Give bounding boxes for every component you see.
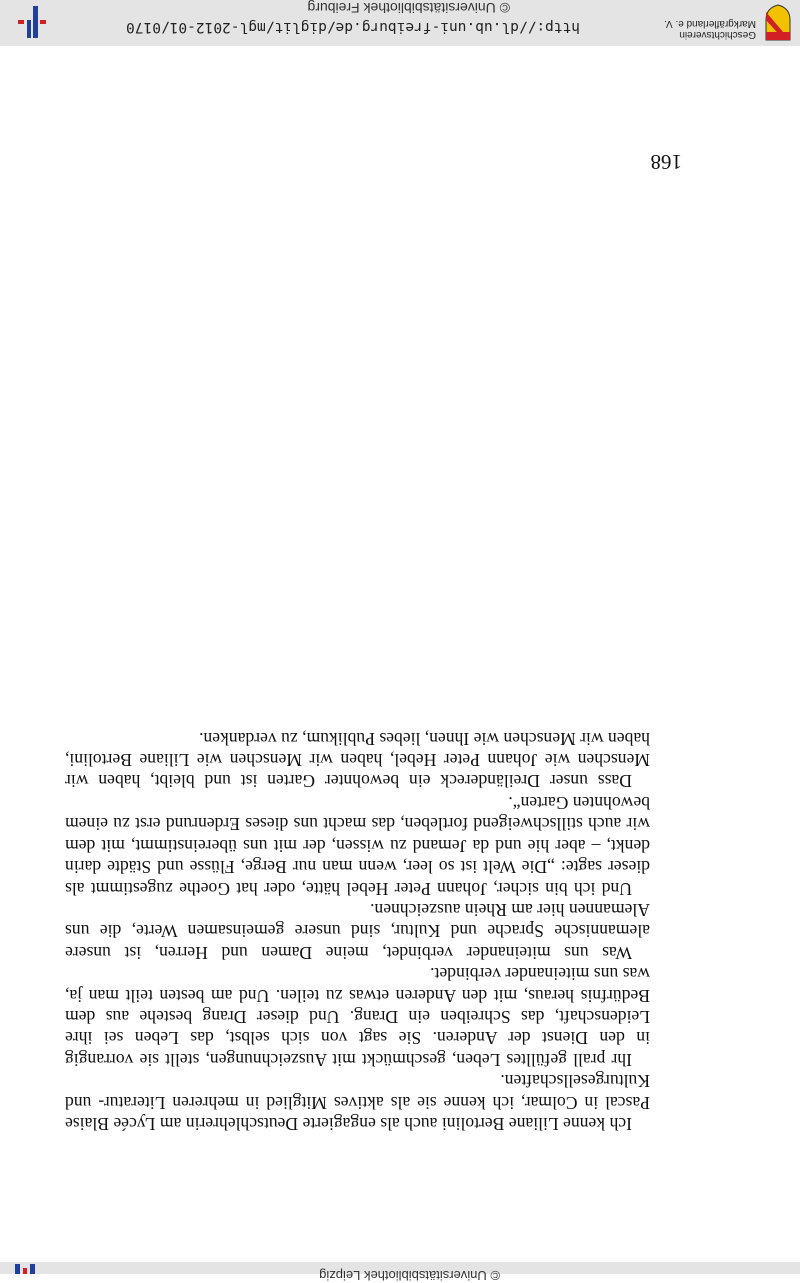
society-line-1: Geschichtsverein [679,29,756,40]
footer-copyright: © Universitätsbibliothek Freiburg [307,0,510,16]
paragraph: Dass unser Dreiländereck ein bewohnter Garten ist und bleibt, haben wir Menschen wie Johann Peter Hebel, haben wir Menschen wie Liliane Bertolini, haben wir Menschen wie Ihnen, liebes Publikum, zu verdanken. [65,728,650,792]
paragraph: Was uns miteinander verbindet, meine Damen und Herren, ist unsere alemannische Sprache und Kultur, sind unsere gemeinsamen Werte, die uns Alemannen hier am Rhein auszeichnen. [65,899,650,963]
library-logo-icon [12,6,48,38]
page-number: 168 [650,150,682,174]
page-body [65,727,650,1134]
permalink-url[interactable]: http://dl.ub.uni-freiburg.de/diglit/mgl-2012-01/0170 [126,19,580,35]
library-logo-icon [7,1264,35,1274]
header-bar [0,1262,800,1283]
society-name [664,18,756,40]
footer-bar [0,0,800,46]
coat-of-arms-icon [764,4,792,42]
paragraph: Ich kenne Liliane Bertolini auch als engagierte Deutschlehrerin am Lycée Blaise Pascal in Colmar, ich kenne sie als aktives Mitglied in mehreren Literatur- und Kulturgesellschaften. [65,1071,650,1134]
paragraph: Ihr prall gefülltes Leben, geschmückt mit Auszeichnungen, stellt sie vorrangig in den Dienst der Anderen. Sie sagt von sich selbst, das Leben sei ihre Leidenschaft, das Schreiben ein Drang. Und dieser Drang bestehe aus dem Bedürfnis heraus, mit den Anderen etwas zu teilen. Und am besten teilt man ja, was uns miteinander verbindet. [65,964,650,1070]
header-library-text: © Universitätsbibliothek Leipzig [319,1268,500,1283]
paragraph: Und ich bin sicher, Johann Peter Hebel hätte, oder hat Goethe zugestimmt als dieser sagte: „Die Welt ist so leer, wenn man nur Berge, Flüsse und Städte darin denkt, – aber hie und da Jemand zu wissen, der mit uns übereinstimmt, mit dem wir auch stillschweigend fortleben, das macht uns dieses Erdenrund erst zu einem bewohnten Garten“. [65,792,650,899]
society-line-2: Markgräflerland e. V. [664,18,756,29]
